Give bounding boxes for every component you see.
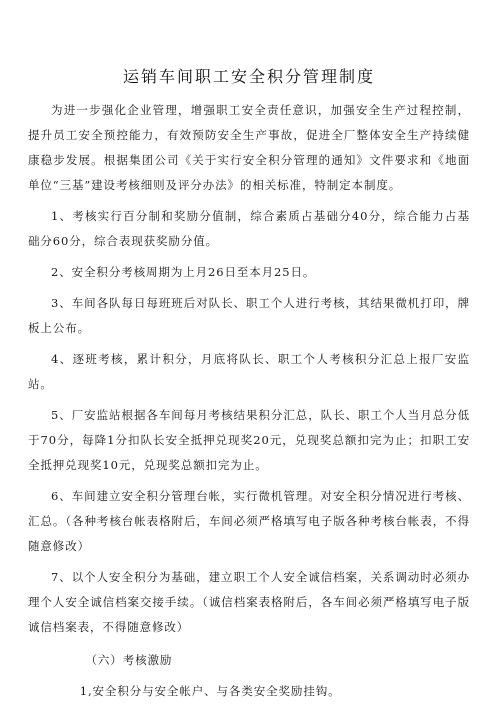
rule-3-paragraph: 3、车间各队每日每班班后对队长、职工个人进行考核，其结果微机打印，牌板上公布。	[28, 296, 470, 335]
document-title: 运销车间职工安全积分管理制度	[122, 67, 375, 86]
incentive-item-1: 1,安全积分与安全帐户、与各类安全奖励挂钩。	[79, 684, 341, 698]
rule-4-paragraph: 4、逐班考核，累计积分，月底将队长、职工个人考核积分汇总上报厂安监站。	[28, 352, 470, 391]
intro-paragraph: 为进一步强化企业管理，增强职工安全责任意识，加强安全生产过程控制，提升员工安全预控能力，有效预防安全生产事故，促进全厂整体安全生产持续健康稳步发展。根据集团公司《关于实行安全积分管理的通知》文件要求和《地面单位“三基”建设考核细则及评分办法》的相关标准，特制定本制度。	[28, 103, 470, 192]
rule-5-paragraph: 5、厂安监站根据各车间每月考核结果积分汇总，队长、职工个人当月总分低于70分，每降1分扣队长安全抵押兑现奖20元，兑现奖总额扣完为止；扣职工安全抵押兑现奖10元，兑现奖总额扣完为止。	[28, 408, 470, 472]
rule-2-paragraph: 2、安全积分考核周期为上月26日至本月25日。	[51, 265, 316, 279]
rule-1-paragraph: 1、考核实行百分制和奖励分值制，综合素质占基础分40分，综合能力占基础分60分，综合表现获奖励分值。	[28, 209, 470, 248]
section-heading: （六）考核激励	[85, 653, 173, 667]
rule-7-paragraph: 7、以个人安全积分为基础，建立职工个人安全诚信档案，关系调动时必须办理个人安全诚信档案交接手续。（诚信档案表格附后，各车间必须严格填写电子版诚信档案表，不得随意修改）	[28, 570, 470, 634]
rule-6-paragraph: 6、车间建立安全积分管理台帐，实行微机管理。对安全积分情况进行考核、汇总。（各种考核台帐表格附后，车间必须严格填写电子版各种考核台帐表，不得随意修改）	[28, 489, 470, 553]
document-body	[28, 98, 470, 704]
